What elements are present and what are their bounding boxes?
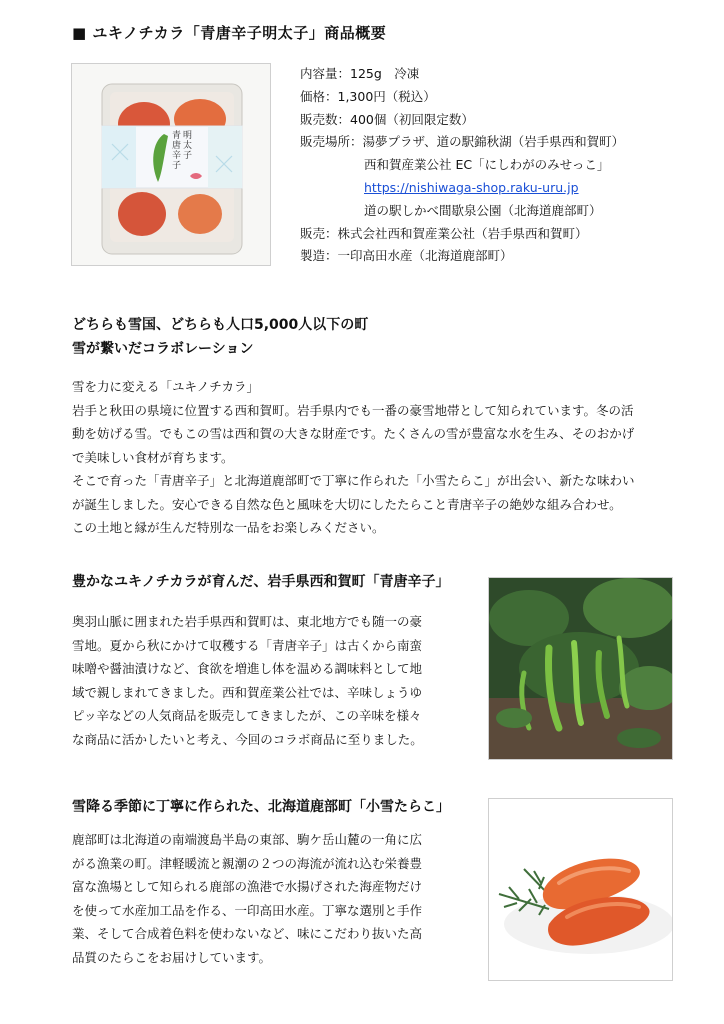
section1-line: そこで育った「青唐辛子」と北海道鹿部町で丁寧に作られた「小雪たらこ」が出会い、新たな味わい (72, 473, 635, 488)
package-label-char: 唐 (172, 141, 182, 151)
section3-line: 鹿部町は北海道の南端渡島半島の東部、駒ケ岳山麓の一角に広 (72, 832, 423, 847)
section2-line: な商品に活かしたいと考え、今回のコラボ商品に至りました。 (72, 731, 423, 747)
spec-maker: 製造：一印高田水産（北海道鹿部町） (300, 248, 513, 264)
spec-seller: 販売：株式会社西和賀産業公社（岩手県西和賀町） (300, 225, 588, 241)
package-illustration (72, 64, 270, 265)
package-label-char: 子 (172, 161, 182, 171)
section2-line: ピッ辛などの人気商品を販売してきましたが、この辛味を様々 (72, 708, 422, 723)
spec-quantity: 販売数：400個（初回限定数） (300, 111, 474, 127)
spec-volume: 内容量：125g 冷凍 (300, 66, 420, 81)
package-label-char: 太 (183, 141, 193, 151)
package-label-char: 子 (183, 151, 193, 161)
section3-line: を使って水産加工品を作る、一印高田水産。丁寧な選別と手作 (72, 902, 423, 918)
section2-line: 雪地。夏から秋にかけて収穫する「青唐辛子」は古くから南蛮 (72, 637, 423, 653)
shop-link[interactable]: https://nishiwaga-shop.raku-uru.jp (364, 179, 579, 195)
section3-line: 富な漁場として知られる鹿部の漁港で水揚げされた海産物だけ (72, 879, 423, 894)
green-pepper-field-photo (488, 577, 673, 760)
section1-line: が誕生しました。安心できる自然な色と風味を大切にしたたらこと青唐辛子の絶妙な組み合わせ。 (72, 496, 622, 512)
section2-heading: 豊かなユキノチカラが育んだ、岩手県西和賀町「青唐辛子」 (72, 574, 450, 590)
package-label-char: 青 (172, 131, 182, 141)
package-label-char: 辛 (172, 151, 182, 161)
product-package-photo (71, 63, 271, 266)
product-spec-list (300, 63, 624, 268)
spec-location-ec: 西和賀産業公社 EC「にしわがのみせっこ」 (364, 157, 610, 173)
pepper-plant-illustration (489, 578, 672, 759)
section2-body (72, 610, 423, 751)
page-title: ■ ユキノチカラ「青唐辛子明太子」商品概要 (72, 24, 387, 42)
section2-line: 奥羽山脈に囲まれた岩手県西和賀町は、東北地方でも随一の豪 (72, 614, 423, 629)
section1-line: で美味しい食材が育ちます。 (72, 449, 234, 465)
spec-price: 価格：1,300円（税込） (300, 88, 436, 104)
tarako-illustration (489, 799, 672, 980)
section3-line: 業、そして合成着色料を使わないなど、味にこだわり抜いた高 (72, 926, 423, 941)
section2-line: 味噌や醤油漬けなど、食欲を増進し体を温める調味料として地 (72, 661, 423, 676)
section1-line: 岩手と秋田の県境に位置する西和賀町。岩手県内でも一番の豪雪地帯として知られています。冬の活 (72, 402, 634, 418)
section1-heading-line: どちらも雪国、どちらも人口5,000人以下の町 (72, 317, 369, 333)
section3-body (72, 828, 422, 969)
section1-line: 動を妨げる雪。でもこの雪は西和賀の大きな財産です。たくさんの雪が豊富な水を生み、そのおかげ (72, 426, 635, 441)
section3-line: 品質のたらこをお届けしています。 (72, 949, 272, 965)
section1-body (72, 375, 635, 540)
section3-heading: 雪降る季節に丁寧に作られた、北海道鹿部町「小雪たらこ」 (72, 799, 450, 815)
package-label (172, 131, 206, 171)
section1-heading (72, 313, 368, 361)
section3-line: がる漁業の町。津軽暖流と親潮の２つの海流が流れ込む栄養豊 (72, 855, 423, 871)
section1-line: この土地と縁が生んだ特別な一品をお楽しみください。 (72, 520, 385, 535)
tarako-photo (488, 798, 673, 981)
spec-location-shikabe: 道の駅しかべ間歇泉公園（北海道鹿部町） (364, 202, 602, 218)
section1-heading-line: 雪が繋いだコラボレーション (72, 341, 254, 357)
section2-line: 域で親しまれてきました。西和賀産業公社では、辛味しょうゆ (72, 684, 423, 700)
spec-locations: 販売場所：湯夢プラザ、道の駅錦秋湖（岩手県西和賀町） (300, 134, 625, 150)
section1-line: 雪を力に変える「ユキノチカラ」 (72, 379, 260, 394)
package-label-char: 明 (183, 131, 193, 141)
